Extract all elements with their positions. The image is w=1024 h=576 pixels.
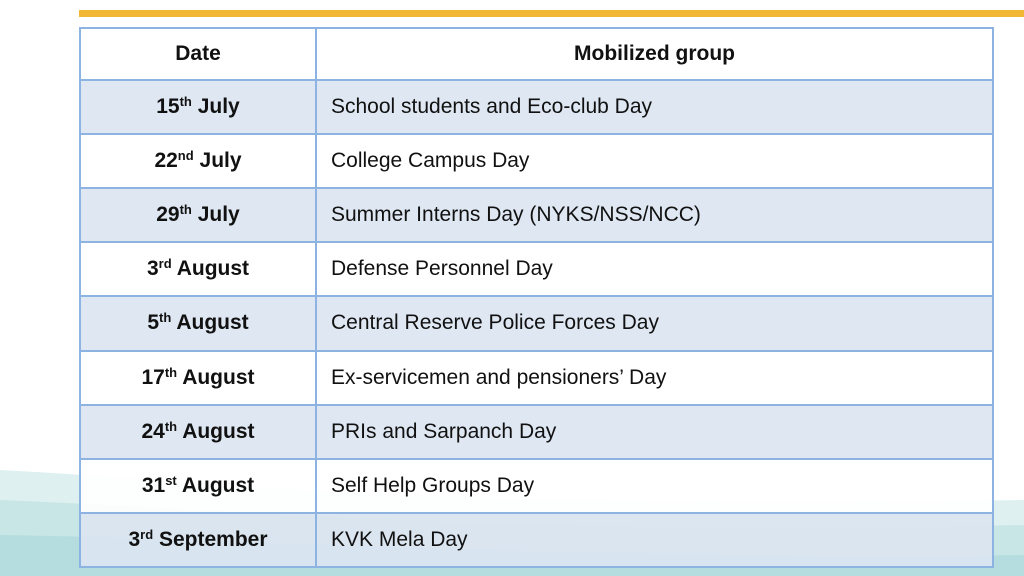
date-suffix: th <box>179 202 192 218</box>
table-row <box>80 351 993 405</box>
date-day: 31 <box>141 473 166 497</box>
header-row <box>80 28 993 80</box>
mobilized-group-cell: Self Help Groups Day <box>316 459 993 513</box>
table-body <box>80 80 993 567</box>
date-cell <box>80 513 316 567</box>
date-suffix: nd <box>177 148 194 164</box>
date-cell <box>80 188 316 242</box>
table-row <box>80 188 993 242</box>
mobilized-group-cell: School students and Eco-club Day <box>316 80 993 134</box>
table-row <box>80 242 993 296</box>
header-date: Date <box>80 28 316 80</box>
date-month: August <box>182 365 255 389</box>
date-month: July <box>197 203 240 227</box>
date-cell <box>80 405 316 459</box>
date-month: August <box>181 473 255 497</box>
date-cell <box>80 296 316 350</box>
date-suffix: th <box>159 310 172 326</box>
date-month: August <box>176 311 249 335</box>
date-day: 17 <box>141 365 165 389</box>
date-day: 3 <box>128 527 141 551</box>
date-day: 29 <box>156 203 180 227</box>
date-month: July <box>197 95 240 119</box>
mobilized-group-cell: Defense Personnel Day <box>316 242 993 296</box>
date-suffix: th <box>164 364 178 380</box>
table-row <box>80 80 993 134</box>
date-suffix: st <box>165 472 177 488</box>
date-month: August <box>176 257 250 281</box>
table-row <box>80 513 993 567</box>
mobilized-group-cell: KVK Mela Day <box>316 513 993 567</box>
mobilized-group-cell: Ex-servicemen and pensioners’ Day <box>316 351 993 405</box>
date-month: August <box>182 419 255 443</box>
date-cell <box>80 351 316 405</box>
table-row <box>80 296 993 350</box>
date-cell <box>80 459 316 513</box>
date-day: 22 <box>154 149 178 173</box>
header-mobilized-group: Mobilized group <box>316 28 993 80</box>
mobilized-group-cell: Central Reserve Police Forces Day <box>316 296 993 350</box>
date-suffix: rd <box>158 256 172 272</box>
date-suffix: rd <box>140 526 154 542</box>
date-cell <box>80 242 316 296</box>
mobilized-group-cell: College Campus Day <box>316 134 993 188</box>
table-row <box>80 134 993 188</box>
table-row <box>80 459 993 513</box>
date-day: 15 <box>156 95 180 119</box>
schedule-table <box>79 27 994 568</box>
date-day: 24 <box>141 419 165 443</box>
date-month: July <box>199 149 242 173</box>
date-suffix: th <box>179 94 192 110</box>
date-day: 3 <box>146 257 159 281</box>
accent-bar <box>79 10 1024 17</box>
mobilized-group-cell: PRIs and Sarpanch Day <box>316 405 993 459</box>
table-row <box>80 405 993 459</box>
date-suffix: th <box>164 418 178 434</box>
mobilized-group-cell: Summer Interns Day (NYKS/NSS/NCC) <box>316 188 993 242</box>
date-month: September <box>158 527 268 551</box>
date-cell <box>80 134 316 188</box>
date-cell <box>80 80 316 134</box>
date-day: 5 <box>147 311 159 335</box>
